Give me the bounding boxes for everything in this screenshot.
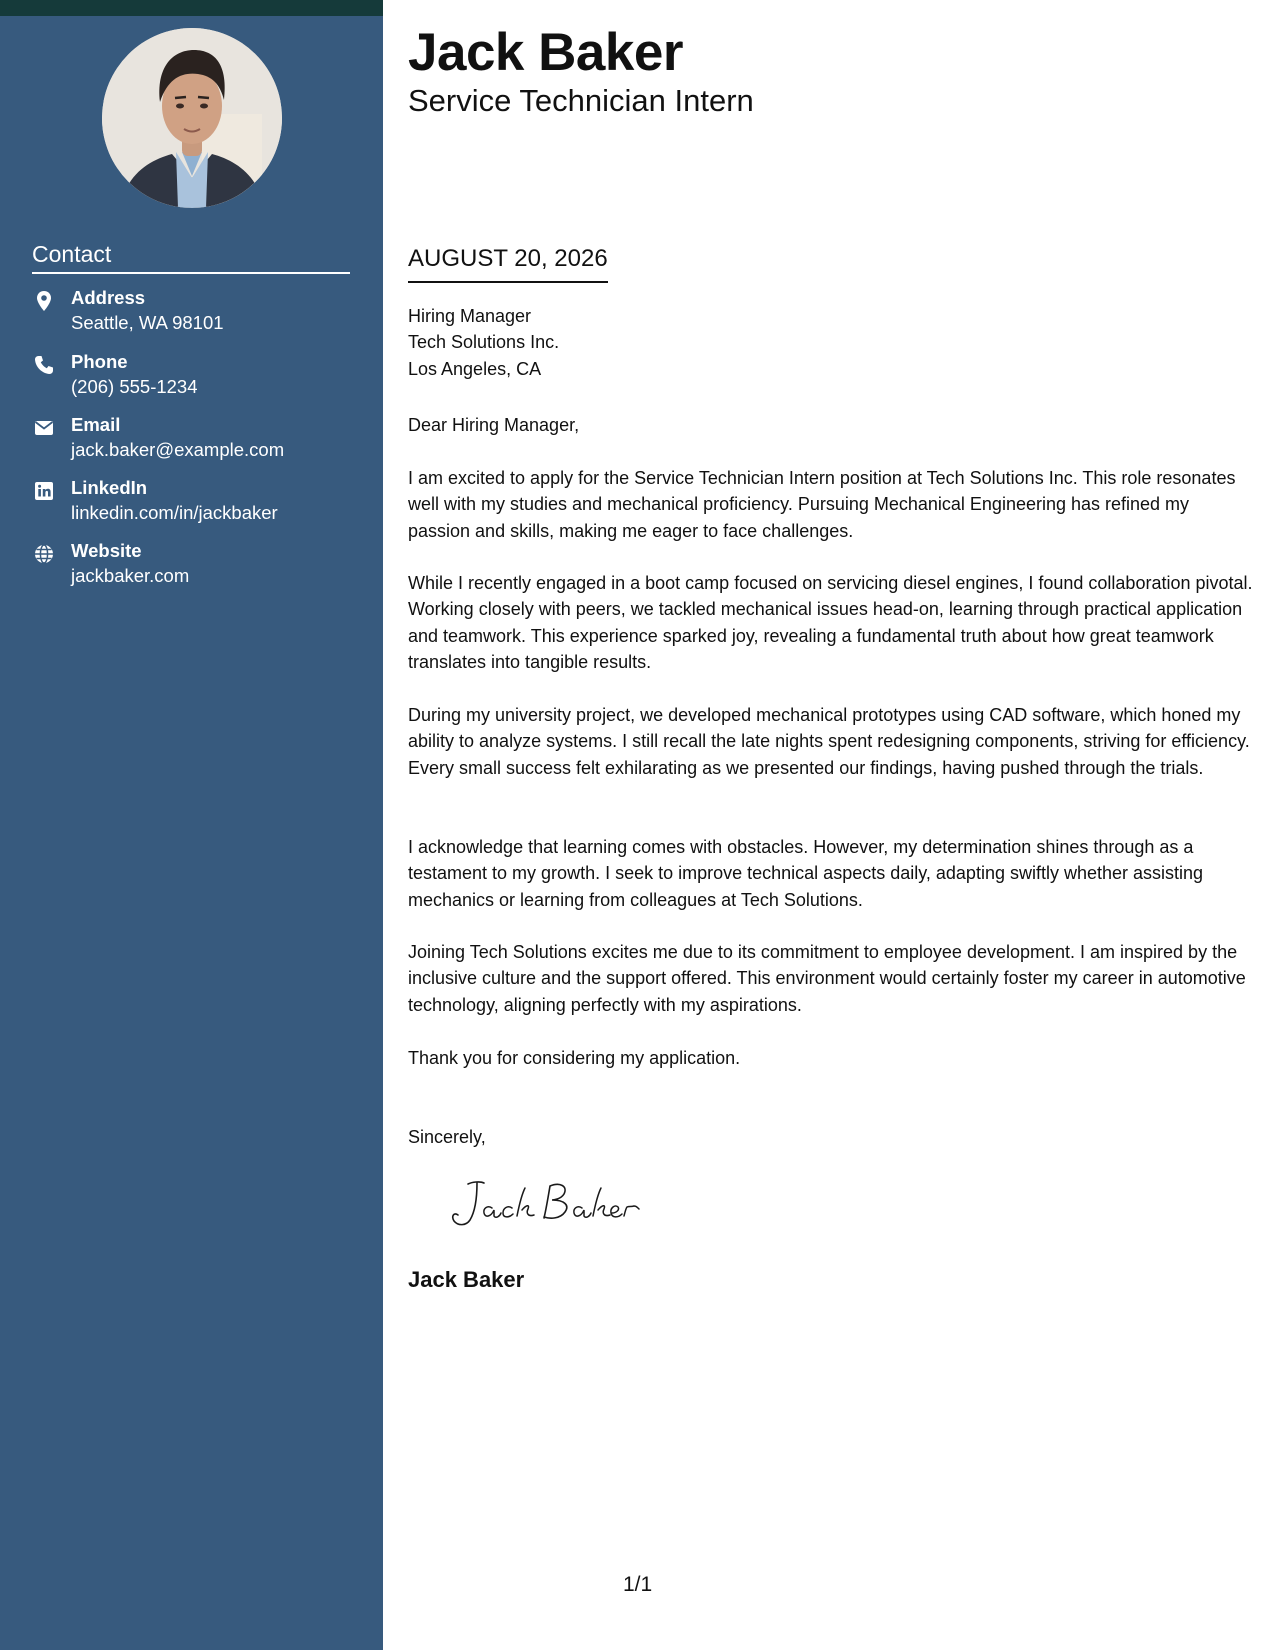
contact-item-website xyxy=(32,539,362,591)
salutation: Dear Hiring Manager, xyxy=(408,415,580,435)
recipient-line: Los Angeles, CA xyxy=(408,358,542,379)
contact-label-address: Address xyxy=(71,287,146,308)
letter-date: AUGUST 20, 2026 xyxy=(408,243,608,283)
body-paragraph: Joining Tech Solutions excites me due to its commitment to employee development. I am inspired by the inclusive culture and the support offered. This environment would certainly foster my career in automotive technology, aligning perfectly with my aspirations. xyxy=(408,942,1246,1015)
contact-heading: Contact xyxy=(32,240,350,274)
applicant-name: Jack Baker xyxy=(408,23,683,82)
letter-content xyxy=(408,0,1253,1650)
recipient-block xyxy=(408,303,559,382)
avatar-photo xyxy=(102,28,282,208)
body-paragraph: During my university project, we developed mechanical prototypes using CAD software, which honed my ability to analyze systems. I still recall the late nights spent redesigning components, striving for efficiency. Every small success felt exhilarating as we presented our findings, having pushed through the trials. xyxy=(408,705,1250,778)
body-paragraph: I am excited to apply for the Service Technician Intern position at Tech Solutions Inc. This role resonates well with my studies and mechanical proficiency. Pursuing Mechanical Engineering has refined my passion and skills, making me eager to face challenges. xyxy=(408,468,1236,541)
contact-value-linkedin[interactable]: linkedin.com/in/jackbaker xyxy=(71,502,278,523)
contact-label-email: Email xyxy=(71,414,121,435)
signer-name: Jack Baker xyxy=(408,1267,525,1292)
recipient-line: Tech Solutions Inc. xyxy=(408,332,560,353)
contact-item-linkedin xyxy=(32,476,362,528)
contact-value-website[interactable]: jackbaker.com xyxy=(71,565,190,586)
contact-item-email xyxy=(32,413,362,465)
avatar xyxy=(102,28,282,208)
contact-value-address: Seattle, WA 98101 xyxy=(71,312,224,333)
globe-icon xyxy=(32,542,56,566)
phone-icon xyxy=(32,353,56,377)
closing-thanks: Thank you for considering my application. xyxy=(408,1048,741,1068)
contact-label-website: Website xyxy=(71,540,142,561)
job-title: Service Technician Intern xyxy=(408,83,754,118)
contact-label-phone: Phone xyxy=(71,351,128,372)
sidebar xyxy=(0,0,383,1650)
envelope-icon xyxy=(32,416,56,440)
map-pin-icon xyxy=(32,289,56,313)
body-paragraph: While I recently engaged in a boot camp focused on servicing diesel engines, I found collaboration pivotal. Working closely with peers, we tackled mechanical issues head-on, learning through practical application and teamwork. This experience sparked joy, revealing a fundamental truth about how great teamwork translates into tangible results. xyxy=(408,573,1253,673)
signature xyxy=(446,1172,646,1232)
closing: Sincerely, xyxy=(408,1127,486,1147)
contact-label-linkedin: LinkedIn xyxy=(71,477,148,498)
recipient-line: Hiring Manager xyxy=(408,306,532,326)
contact-item-address xyxy=(32,286,362,338)
page-number: 1/1 xyxy=(623,1573,653,1596)
linkedin-icon xyxy=(32,479,56,503)
body-paragraph: I acknowledge that learning comes with obstacles. However, my determination shines through as a testament to my growth. I seek to improve technical aspects daily, adapting swiftly whether assisting mechanics or learning from colleagues at Tech Solutions. xyxy=(408,837,1204,910)
contact-item-phone xyxy=(32,350,362,402)
contact-value-phone: (206) 555-1234 xyxy=(71,376,198,397)
contact-value-email[interactable]: jack.baker@example.com xyxy=(71,439,285,460)
sidebar-top-bar xyxy=(0,0,383,16)
